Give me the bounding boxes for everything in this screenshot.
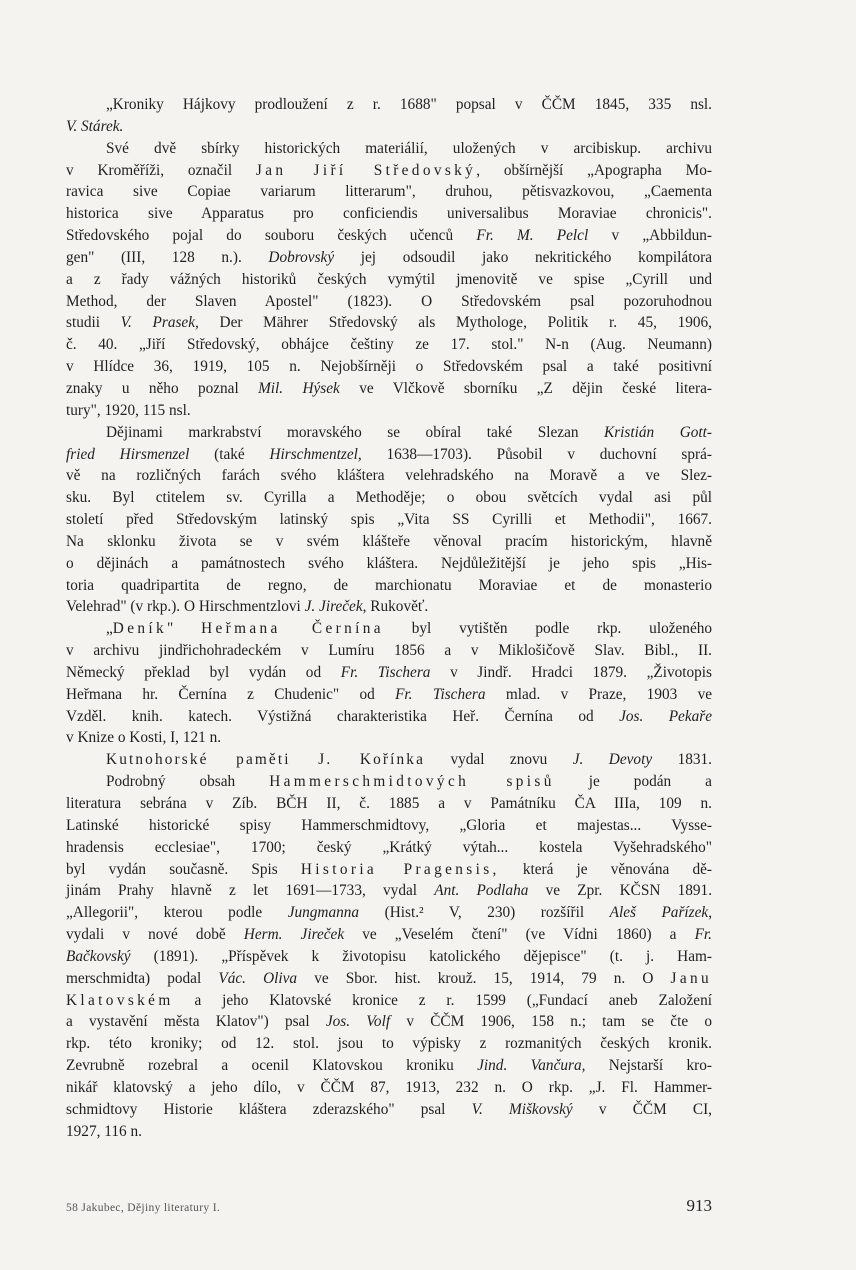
text-fragment: (také (214, 445, 245, 463)
text-line (66, 859, 712, 881)
text-line (66, 706, 712, 728)
author-name: Aleš Pařízek, (609, 904, 713, 922)
text-line: historica sive Apparatus pro conficiendis universalibus Moraviae chronicis". (66, 205, 712, 223)
paragraph-hajek-chronicle (66, 94, 712, 138)
text-line (66, 902, 712, 924)
spaced-title: Kutnohorské paměti J. Kořínka (106, 751, 426, 769)
author-name: Jos. Volf (325, 1013, 391, 1031)
text-line (66, 662, 712, 684)
author-name: Hirschmentzel, (269, 445, 362, 463)
text-line: v Hlídce 36, 1919, 105 n. Nejobšírněji o Středovském psal a také positivní (66, 358, 712, 376)
text-fragment: „Allegorii", kterou podle (66, 904, 263, 922)
author-name: Dobrovský (268, 248, 335, 266)
author-name: J. Devoty (572, 751, 653, 769)
text-fragment: Vzděl. knih. katech. Výstižná charakteristika Heř. Černína od (66, 707, 594, 725)
text-fragment: Německý překlad byl vydán od (66, 663, 322, 681)
author-name: Mil. Hýsek (258, 379, 340, 397)
author-name: Fr. Tischera (395, 685, 486, 703)
text-line: v archivu jindřichohradeckém v Lumíru 1856 a v Miklošičově Slav. Bibl., II. (66, 642, 712, 660)
author-name: Jungmanna (287, 904, 360, 922)
author-name: V. Prasek, (120, 314, 199, 332)
text-line (66, 618, 712, 640)
author-name: Kristián Gott- (604, 423, 712, 441)
text-line: Své dvě sbírky historických materiálií, uložených v arcibiskup. archivu (106, 139, 712, 157)
text-fragment: ve „Veselém čtení" (ve Vídni 1860) a (362, 926, 677, 944)
text-fragment: ve Sbor. hist. krouž. 15, 1914, 79 n. O (314, 969, 654, 987)
author-name: Fr. (694, 926, 713, 944)
author-name: Fr. Tischera (340, 663, 431, 681)
text-line (66, 116, 712, 138)
author-name: Jos. Pekaře (619, 707, 713, 725)
author-name: V. Miškovský (471, 1100, 573, 1118)
text-fragment: jinám Prahy hlavně z let 1691—1733, vydal (66, 882, 418, 900)
text-line (66, 160, 712, 182)
text-line: století před Středovským latinský spis „Vita SS Cyrilli et Methodii", 1667. (66, 511, 712, 529)
author-name: fried Hirsmenzel (66, 445, 190, 463)
text-line (66, 946, 712, 968)
text-line (66, 247, 712, 269)
text-fragment: v ČČM CI, (598, 1100, 713, 1118)
text-fragment: vydal znovu (450, 751, 548, 769)
text-line: ravica sive Copiae variarum litterarum", druhou, pětisvazkovou, „Caementa (66, 183, 712, 201)
text-fragment: Zevrubně rozebral a ocenil Klatovskou kroniku (66, 1057, 454, 1075)
text-fragment: byl vydán současně. Spis (66, 860, 278, 878)
source-reference: 58 Jakubec, Dějiny literatury I. (66, 1202, 221, 1214)
author-name: Bačkovský (66, 947, 131, 965)
text-line: rkp. této kroniky; od 12. stol. jsou to výpisky z rozmanitých českých kronik. (66, 1035, 712, 1053)
text-line (66, 1099, 712, 1121)
text-fragment: v ČČM 1906, 158 n.; tam se čte o (406, 1013, 713, 1031)
text-fragment: merschmidta) podal (66, 969, 202, 987)
text-line (66, 771, 712, 793)
author-name: Fr. M. Pelcl (476, 227, 589, 245)
text-fragment: " (167, 620, 174, 638)
spaced-name: Janu (670, 969, 713, 987)
text-fragment: , obšírnější „Apographa Mo- (476, 161, 712, 179)
spaced-title: Deník (112, 620, 168, 638)
text-line: č. 40. „Jiří Středovský, obhájce češtiny ze 17. stol." N-n (Aug. Neumann) (66, 336, 712, 354)
text-fragment: schmidtovy Historie kláštera zderazského" psal (66, 1100, 446, 1118)
text-line: 1927, 116 n. (66, 1122, 142, 1140)
text-line (66, 422, 712, 444)
text-fragment: v „Abbildun- (611, 227, 712, 245)
author-name: V. Stárek. (66, 117, 124, 135)
paragraph-hammerschmidt (66, 771, 712, 1142)
text-line (66, 880, 712, 902)
text-fragment: Heřmana hr. Černína z Chudenic" od (66, 685, 375, 703)
text-fragment: Der Mährer Středovský als Mythologe, Politik r. 45, 1906, (219, 314, 712, 332)
spaced-name: Klatovském (66, 991, 174, 1009)
text-line: o dějinách a památnostech svého kláštera. Nejdůležitější je jeho spis „His- (66, 554, 712, 572)
text-line: „Kroniky Hájkovy prodloužení z r. 1688" popsal v ČČM 1845, 335 nsl. (106, 96, 712, 113)
text-fragment: 1831. (677, 751, 712, 769)
text-fragment: Velehrad" (v rkp.). O Hirschmentzlovi (66, 598, 301, 616)
text-fragment: jej odsoudil jako nekritického kompilátora (360, 248, 712, 266)
text-fragment: znaky u něho poznal (66, 379, 239, 397)
author-name: Herm. Jireček (243, 926, 345, 944)
text-fragment: „ (106, 620, 113, 638)
paragraph-korinek (66, 749, 712, 771)
text-fragment: Středovského pojal do souboru českých učenců (66, 227, 454, 245)
text-line: Latinské historické spisy Hammerschmidtovy, „Gloria et majestas... Vysse- (66, 816, 712, 834)
author-name: J. Jireček, (304, 598, 367, 616)
author-name: Ant. Podlaha (434, 882, 529, 900)
text-fragment: vydali v nové době (66, 926, 226, 944)
text-line (66, 596, 712, 618)
page-body (66, 94, 712, 1143)
text-line (66, 684, 712, 706)
spaced-title: Historia Pragensis, (300, 860, 500, 878)
author-name: Jind. Vančura, (477, 1057, 586, 1075)
paragraph-hirsmenzel (66, 422, 712, 619)
page-number: 913 (686, 1196, 712, 1215)
author-name: Vác. Oliva (218, 969, 298, 987)
text-fragment: (1891). „Příspěvek k životopisu katolického dějepisce" (t. j. Ham- (153, 947, 712, 965)
text-line: hradensis ecclesiae", 1700; český „Krátký výtah... kostela Vyšehradského" (66, 838, 712, 856)
text-line: literatura sebrána v Zíb. BČH II, č. 1885 a v Památníku ČA IIIa, 109 n. (66, 795, 712, 812)
text-fragment: mlad. v Praze, 1903 ve (505, 685, 713, 703)
text-fragment: (Hist.² V, 230) rozšířil (384, 904, 585, 922)
text-fragment: je podán a (588, 773, 712, 791)
text-line (66, 1011, 712, 1033)
spaced-name: Heřmana Černína (201, 620, 384, 638)
text-line: Method, der Slaven Apostel" (1823). O Středovském psal pozoruhodnou (66, 292, 712, 310)
text-line (66, 444, 712, 466)
spaced-title: Hammerschmidtových spisů (269, 773, 555, 791)
text-fragment: a vystavění města Klatov") psal (66, 1013, 310, 1031)
text-fragment: Dějinami markrabství moravského se obíral také Slezan (106, 423, 579, 441)
text-fragment: v Kroměříži, označil (66, 161, 233, 179)
paragraph-cernin-diary (66, 618, 712, 749)
spaced-name: Jan Jiří Středovský (255, 161, 477, 179)
page-footer (66, 1198, 712, 1218)
text-line: toria quadripartita de regno, de marchionatu Moraviae et de monasterio (66, 576, 712, 594)
text-line: nikář klatovský a jeho dílo, v ČČM 87, 1913, 232 n. O rkp. „J. Fl. Hammer- (66, 1078, 712, 1096)
text-line (66, 968, 712, 990)
text-fragment: Podrobný obsah (106, 773, 236, 791)
text-line (66, 225, 712, 247)
text-line: a z řady vážných historiků českých vymýtil jmenovitě ve spise „Cyrill und (66, 270, 712, 288)
text-fragment: Rukověť. (370, 598, 429, 616)
text-fragment: ve Zpr. KČSN 1891. (545, 882, 713, 900)
text-line: v Knize o Kosti, I, 121 n. (66, 729, 222, 747)
text-fragment: gen" (III, 128 n.). (66, 248, 242, 266)
text-fragment: 1638—1703). Působil v duchovní sprá- (386, 445, 713, 463)
text-fragment: Nejstarší kro- (608, 1057, 713, 1075)
text-line: sku. Byl ctitelem sv. Cyrilla a Methoděje; o obou světcích vydal asi půl (66, 489, 712, 507)
text-fragment: studii (66, 314, 100, 332)
text-line: Na sklonku života se v svém klášteře věnoval pracím historickým, hlavně (66, 532, 712, 550)
text-line: tury", 1920, 115 nsl. (66, 401, 191, 419)
text-line (66, 990, 712, 1012)
text-fragment: a jeho Klatovské kronice z r. 1599 („Fundací aneb Založení (194, 991, 712, 1009)
text-fragment: byl vytištěn podle rkp. uloženého (411, 620, 713, 638)
text-line (66, 924, 712, 946)
text-line: vě na rozličných farách svého kláštera velehradského na Moravě a ve Slez- (66, 467, 712, 485)
text-line (66, 312, 712, 334)
text-line (66, 749, 712, 771)
text-line (66, 378, 712, 400)
text-line (66, 1055, 712, 1077)
text-fragment: která je věnována dě- (522, 860, 712, 878)
paragraph-stredovsky (66, 138, 712, 422)
text-fragment: v Jindř. Hradci 1879. „Životopis (450, 663, 712, 681)
text-fragment: ve Vlčkově sborníku „Z dějin české litera- (359, 379, 712, 397)
